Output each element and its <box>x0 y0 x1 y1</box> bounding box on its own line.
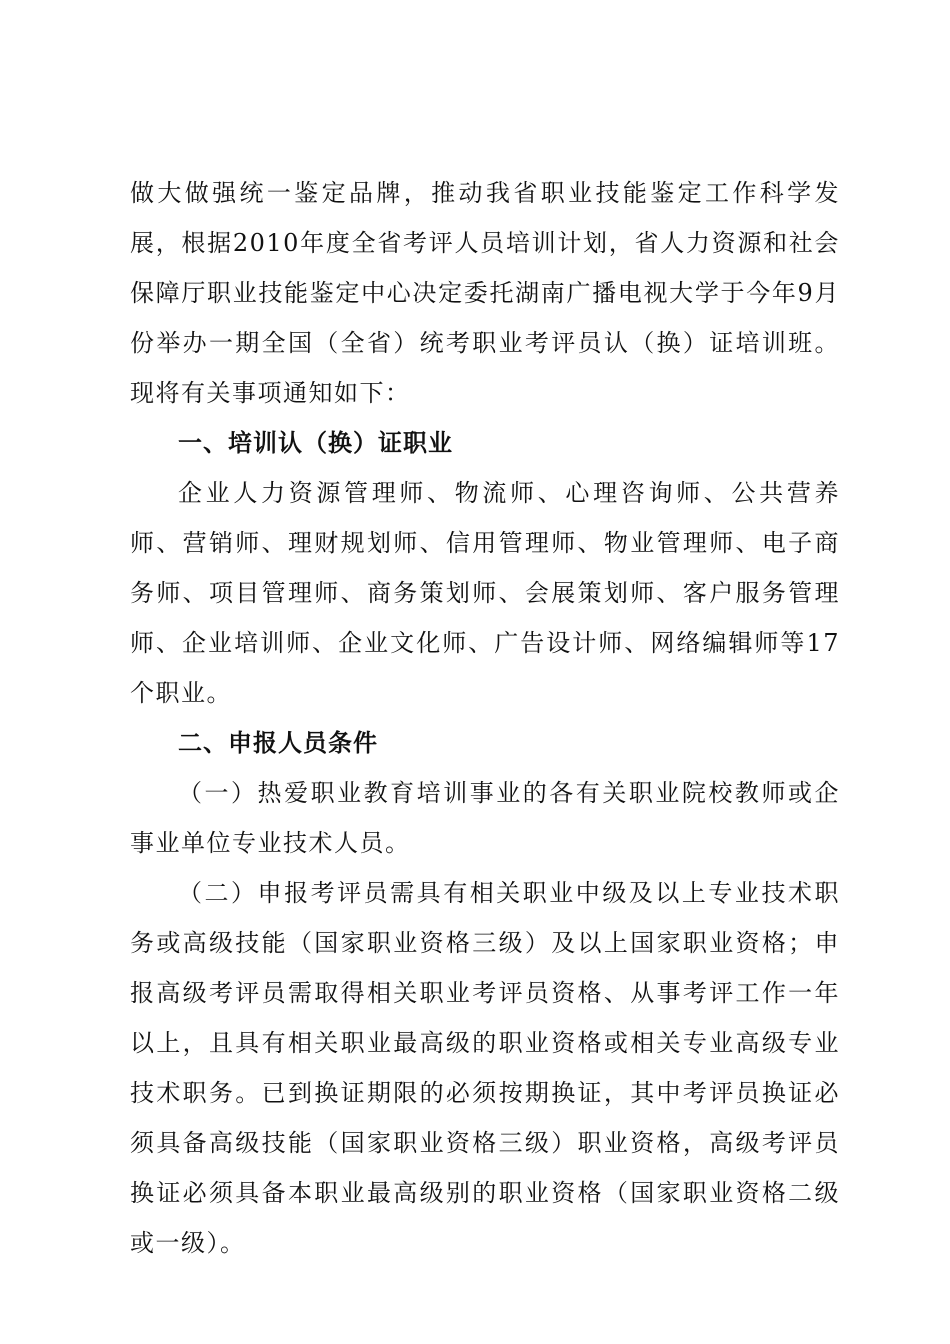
document-body <box>130 168 840 1268</box>
section-heading-applicant-conditions: 二、申报人员条件 <box>178 729 378 757</box>
condition-item-2: （二）申报考评员需具有相关职业中级及以上专业技术职务或高级技能（国家职业资格三级）及以上国家职业资格；申报高级考评员需取得相关职业考评员资格、从事考评工作一年以上，且具有相关职业最高级的职业资格或相关专业高级专业技术职务。已到换证期限的必须按期换证，其中考评员换证必须具备高级技能（国家职业资格三级）职业资格，高级考评员换证必须具备本职业最高级别的职业资格（国家职业资格二级或一级）。 <box>130 879 840 1257</box>
section-heading-training-occupations: 一、培训认（换）证职业 <box>178 429 453 457</box>
condition-item-1: （一）热爱职业教育培训事业的各有关职业院校教师或企事业单位专业技术人员。 <box>130 779 840 857</box>
occupations-paragraph: 企业人力资源管理师、物流师、心理咨询师、公共营养师、营销师、理财规划师、信用管理师、物业管理师、电子商务师、项目管理师、商务策划师、会展策划师、客户服务管理师、企业培训师、企业文化师、广告设计师、网络编辑师等17个职业。 <box>130 479 840 707</box>
intro-paragraph: 做大做强统一鉴定品牌，推动我省职业技能鉴定工作科学发展，根据2010年度全省考评人员培训计划，省人力资源和社会保障厅职业技能鉴定中心决定委托湖南广播电视大学于今年9月份举办一期全国（全省）统考职业考评员认（换）证培训班。现将有关事项通知如下： <box>130 179 840 407</box>
